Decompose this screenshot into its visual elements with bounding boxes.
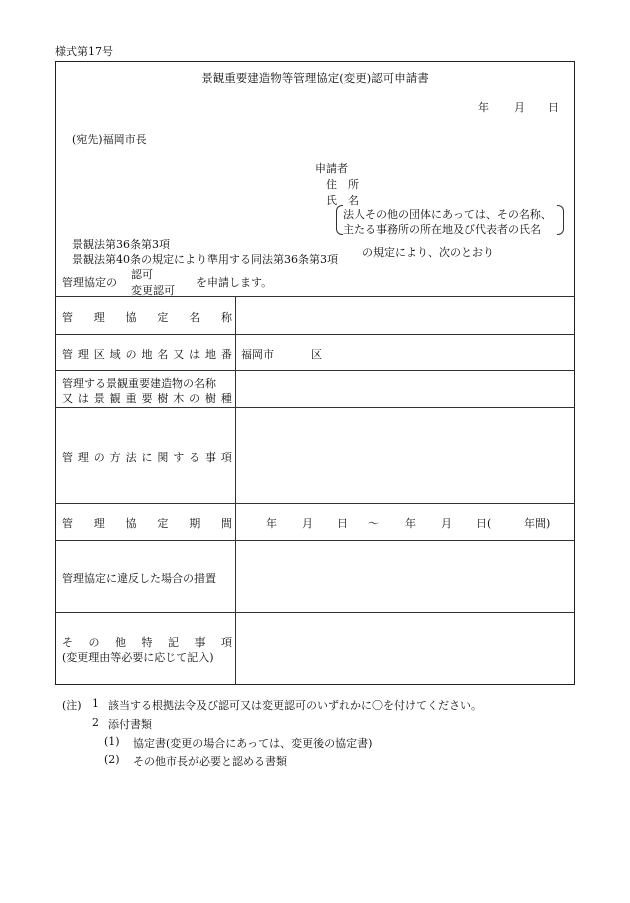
period-end-year: 年 <box>405 517 416 530</box>
applicant-name-label: 氏 名 <box>326 194 359 207</box>
note-2-number: 2 <box>92 716 99 729</box>
form-number: 様式第17号 <box>55 45 113 58</box>
period-tilde: ～ <box>368 517 379 530</box>
period-start-year: 年 <box>266 517 277 530</box>
request-choice-change-approval: 変更認可 <box>131 284 175 297</box>
request-suffix: を申請します。 <box>196 276 273 289</box>
date-year: 年 <box>478 101 489 114</box>
corp-note-line2: 主たる事務所の所在地及び代表者の氏名 <box>343 223 541 236</box>
form-frame <box>55 61 575 685</box>
notes-head: (注) <box>62 699 82 712</box>
table-line <box>55 370 575 371</box>
applicant-label: 申請者 <box>315 162 348 175</box>
addressee: (宛先)福岡市長 <box>72 133 147 146</box>
period-start-day: 日 <box>337 517 348 530</box>
date-month: 月 <box>514 101 525 114</box>
note-1-number: 1 <box>92 697 99 710</box>
note-right-bracket <box>557 205 564 235</box>
row-label-agreement-name: 管 理 協 定 名 称 <box>62 311 232 324</box>
request-choice-approval: 認可 <box>131 268 153 281</box>
table-line <box>55 612 575 613</box>
note-2-text: 添付書類 <box>108 718 152 731</box>
note-left-bracket <box>336 205 343 235</box>
row-label-period: 管 理 協 定 期 間 <box>62 517 232 530</box>
table-line <box>55 503 575 504</box>
table-column-divider <box>235 296 236 685</box>
row-label-method: 管 理 の 方 法 に 関 す る 事 項 <box>62 451 232 464</box>
table-line <box>55 540 575 541</box>
row-label-other-remarks-note: (変更理由等必要に応じて記入) <box>62 651 214 664</box>
row-label-structure-line1: 管理する景観重要建造物の名称 <box>62 377 216 390</box>
area-ward: 区 <box>311 348 322 361</box>
note-2-sub-1-text: 協定書(変更の場合にあっては、変更後の協定書) <box>133 737 373 750</box>
table-line <box>55 296 575 297</box>
period-end-month: 月 <box>441 517 452 530</box>
period-start-month: 月 <box>302 517 313 530</box>
row-label-structure-line2: 又 は 景 観 重 要 樹 木 の 樹 種 <box>62 392 232 405</box>
request-prefix: 管理協定の <box>62 276 117 289</box>
table-line <box>55 407 575 408</box>
law-option-2: 景観法第40条の規定により準用する同法第36条第3項 <box>72 253 338 266</box>
area-city: 福岡市 <box>241 348 274 361</box>
note-2-sub-2-number: (2) <box>104 753 120 766</box>
note-2-sub-1-number: (1) <box>104 735 120 748</box>
period-end-day: 日( <box>476 517 492 530</box>
row-label-other-remarks: そ の 他 特 記 事 項 <box>62 636 232 649</box>
law-option-1: 景観法第36条第3項 <box>72 238 170 251</box>
note-2-sub-2-text: その他市長が必要と認める書類 <box>133 755 287 768</box>
period-years: 年間) <box>524 517 551 530</box>
form-title: 景観重要建造物等管理協定(変更)認可申請書 <box>201 71 429 85</box>
applicant-address-label: 住 所 <box>326 178 359 191</box>
law-suffix: の規定により、次のとおり <box>362 246 494 259</box>
date-day: 日 <box>548 101 559 114</box>
table-line <box>55 334 575 335</box>
row-label-area-location: 管 理 区 域 の 地 名 又 は 地 番 <box>62 348 232 361</box>
corp-note-line1: 法人その他の団体にあっては、その名称、 <box>343 208 552 221</box>
row-label-violation: 管理協定に違反した場合の措置 <box>62 572 216 585</box>
note-1-text: 該当する根拠法令及び認可又は変更認可のいずれかに〇を付けてください。 <box>108 699 482 712</box>
